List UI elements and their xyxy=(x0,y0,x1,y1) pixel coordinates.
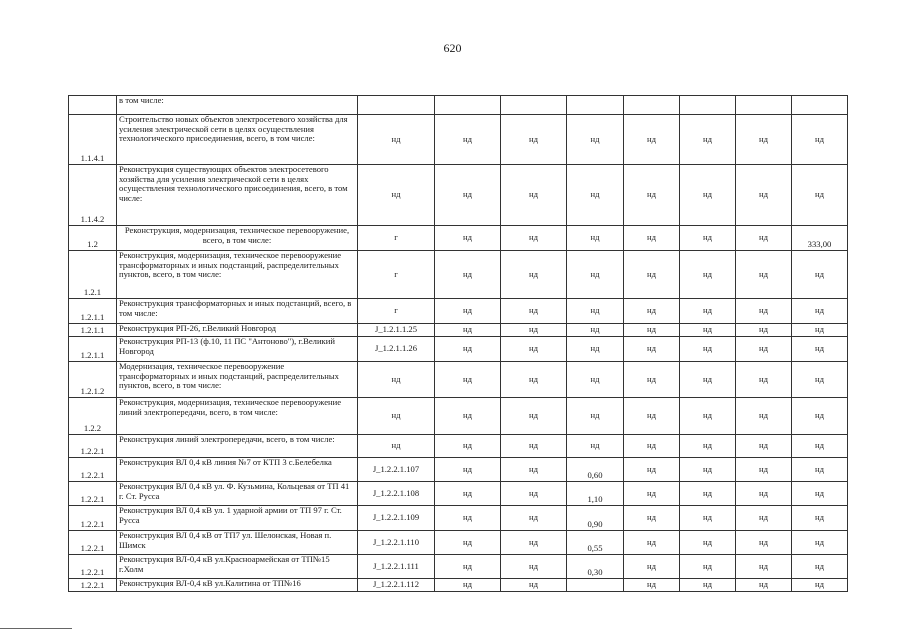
cell: нд xyxy=(792,458,848,482)
row-name: Реконструкция ВЛ 0,4 кВ от ТП7 ул. Шелонская, Новая п. Шимск xyxy=(117,531,358,555)
row-name: Реконструкция, модернизация, техническое перевооружение линий электропередачи, всего, в том числе: xyxy=(117,398,358,435)
row-name: Реконструкция РП-13 (ф.10, 11 ПС "Антоново"), г.Великий Новгород xyxy=(117,337,358,362)
cell: нд xyxy=(624,435,680,458)
row-code: 1.2.1 xyxy=(69,251,117,299)
cell: нд xyxy=(792,165,848,226)
table-row xyxy=(69,251,848,299)
cell: нд xyxy=(680,458,736,482)
cell: 0,30 xyxy=(567,555,624,579)
row-name: Реконструкция ВЛ 0,4 кВ линия №7 от КТП 3 с.Белебелка xyxy=(117,458,358,482)
row-name: Реконструкция ВЛ 0,4 кВ ул. Ф. Кузьмина, Кольцевая от ТП 41 г. Ст. Русса xyxy=(117,482,358,506)
cell: нд xyxy=(501,531,567,555)
cell: нд xyxy=(736,555,792,579)
cell: нд xyxy=(792,251,848,299)
cell: 0,60 xyxy=(567,458,624,482)
cell: нд xyxy=(435,435,501,458)
cell: нд xyxy=(501,579,567,592)
row-code: 1.1.4.2 xyxy=(69,165,117,226)
row-name: Реконструкция ВЛ-0,4 кВ ул.Красноармейская от ТП№15 г.Холм xyxy=(117,555,358,579)
cell: нд xyxy=(792,531,848,555)
cell: нд xyxy=(624,115,680,165)
cell: 0,90 xyxy=(567,506,624,531)
table-row xyxy=(69,506,848,531)
cell xyxy=(792,96,848,115)
cell: нд xyxy=(736,324,792,337)
cell: нд xyxy=(358,435,435,458)
row-name: в том числе: xyxy=(117,96,358,115)
cell: J_1.2.2.1.111 xyxy=(358,555,435,579)
cell: нд xyxy=(624,579,680,592)
cell: нд xyxy=(624,531,680,555)
cell: нд xyxy=(501,299,567,324)
cell xyxy=(567,579,624,592)
cell: нд xyxy=(567,226,624,251)
cell: нд xyxy=(792,299,848,324)
cell: нд xyxy=(435,299,501,324)
cell: нд xyxy=(736,299,792,324)
cell: нд xyxy=(435,398,501,435)
row-code: 1.2.2.1 xyxy=(69,579,117,592)
cell: нд xyxy=(792,555,848,579)
cell: нд xyxy=(736,398,792,435)
cell: нд xyxy=(680,226,736,251)
cell: нд xyxy=(567,324,624,337)
table-row xyxy=(69,482,848,506)
cell: нд xyxy=(680,337,736,362)
row-name: Реконструкция трансформаторных и иных подстанций, всего, в том числе: xyxy=(117,299,358,324)
cell: нд xyxy=(501,398,567,435)
cell: нд xyxy=(736,458,792,482)
cell: нд xyxy=(501,226,567,251)
cell: нд xyxy=(624,458,680,482)
row-code: 1.1.4.1 xyxy=(69,115,117,165)
cell: нд xyxy=(680,579,736,592)
cell: нд xyxy=(501,482,567,506)
cell xyxy=(736,96,792,115)
cell: нд xyxy=(501,362,567,398)
footer-rule xyxy=(0,628,72,629)
table-row xyxy=(69,115,848,165)
table-row xyxy=(69,165,848,226)
table-row xyxy=(69,299,848,324)
row-name: Реконструкция существующих объектов электросетевого хозяйства для усиления электрической сети в целях осуществления технологического присоединения, всего, в том числе: xyxy=(117,165,358,226)
cell: нд xyxy=(435,458,501,482)
cell: нд xyxy=(792,362,848,398)
table-row xyxy=(69,398,848,435)
cell: нд xyxy=(567,299,624,324)
cell: нд xyxy=(567,165,624,226)
table-row xyxy=(69,226,848,251)
cell: нд xyxy=(567,435,624,458)
row-name: Реконструкция РП-26, г.Великий Новгород xyxy=(117,324,358,337)
cell: 0,55 xyxy=(567,531,624,555)
cell xyxy=(624,96,680,115)
cell: 1,10 xyxy=(567,482,624,506)
cell: нд xyxy=(358,398,435,435)
row-code: 1.2.1.1 xyxy=(69,324,117,337)
cell: нд xyxy=(736,165,792,226)
cell: нд xyxy=(435,482,501,506)
cell: нд xyxy=(501,555,567,579)
cell: нд xyxy=(680,531,736,555)
row-name: Строительство новых объектов электросетевого хозяйства для усиления электрической сети в целях осуществления технологического присоединения, всего, в том числе: xyxy=(117,115,358,165)
cell: нд xyxy=(624,226,680,251)
cell: J_1.2.2.1.109 xyxy=(358,506,435,531)
cell: нд xyxy=(792,579,848,592)
cell: нд xyxy=(792,337,848,362)
cell: нд xyxy=(567,115,624,165)
table-row xyxy=(69,337,848,362)
cell: нд xyxy=(435,324,501,337)
cell: нд xyxy=(736,362,792,398)
row-name: Реконструкция линий электропередачи, всего, в том числе: xyxy=(117,435,358,458)
row-code: 1.2.1.1 xyxy=(69,337,117,362)
cell: нд xyxy=(680,165,736,226)
cell: нд xyxy=(736,435,792,458)
table-row xyxy=(69,555,848,579)
cell: нд xyxy=(501,435,567,458)
cell: нд xyxy=(435,251,501,299)
row-name: Модернизация, техническое перевооружение трансформаторных и иных подстанций, распределительных пунктов, всего, в том числе: xyxy=(117,362,358,398)
cell: нд xyxy=(680,435,736,458)
cell: нд xyxy=(358,115,435,165)
cell: нд xyxy=(501,251,567,299)
table-row xyxy=(69,96,848,115)
cell: нд xyxy=(680,555,736,579)
page-number: 620 xyxy=(443,41,462,55)
row-code: 1.2.2.1 xyxy=(69,531,117,555)
cell: нд xyxy=(501,324,567,337)
cell: нд xyxy=(792,324,848,337)
cell: нд xyxy=(501,165,567,226)
cell: нд xyxy=(435,362,501,398)
row-code: 1.2 xyxy=(69,226,117,251)
cell: нд xyxy=(736,579,792,592)
cell xyxy=(501,96,567,115)
cell: нд xyxy=(736,337,792,362)
cell xyxy=(567,96,624,115)
cell: J_1.2.2.1.107 xyxy=(358,458,435,482)
cell: J_1.2.2.1.110 xyxy=(358,531,435,555)
cell: нд xyxy=(501,458,567,482)
cell xyxy=(435,96,501,115)
cell: нд xyxy=(624,362,680,398)
row-code: 1.2.1.2 xyxy=(69,362,117,398)
cell: нд xyxy=(435,115,501,165)
cell: J_1.2.1.1.26 xyxy=(358,337,435,362)
row-code: 1.2.2.1 xyxy=(69,506,117,531)
cell: г xyxy=(358,226,435,251)
table-row xyxy=(69,531,848,555)
cell: J_1.2.2.1.108 xyxy=(358,482,435,506)
cell: нд xyxy=(624,337,680,362)
cell: нд xyxy=(736,226,792,251)
cell: нд xyxy=(358,362,435,398)
cell: нд xyxy=(624,324,680,337)
cell: нд xyxy=(501,337,567,362)
cell: нд xyxy=(624,482,680,506)
cell: нд xyxy=(680,324,736,337)
cell: нд xyxy=(435,506,501,531)
cell: нд xyxy=(624,555,680,579)
table-row xyxy=(69,324,848,337)
cell: нд xyxy=(680,362,736,398)
row-code: 1.2.2.1 xyxy=(69,458,117,482)
cell: нд xyxy=(680,299,736,324)
row-name: Реконструкция, модернизация, техническое перевооружение, всего, в том числе: xyxy=(117,226,358,251)
row-code xyxy=(69,96,117,115)
cell: нд xyxy=(624,165,680,226)
cell: нд xyxy=(567,398,624,435)
row-code: 1.2.2.1 xyxy=(69,555,117,579)
cell: нд xyxy=(736,115,792,165)
cell: г xyxy=(358,251,435,299)
row-code: 1.2.2.1 xyxy=(69,435,117,458)
cell: J_1.2.1.1.25 xyxy=(358,324,435,337)
cell: нд xyxy=(736,531,792,555)
row-code: 1.2.1.1 xyxy=(69,299,117,324)
cell: нд xyxy=(680,398,736,435)
cell: нд xyxy=(435,165,501,226)
cell: нд xyxy=(567,337,624,362)
cell: нд xyxy=(501,115,567,165)
cell: нд xyxy=(624,251,680,299)
cell: нд xyxy=(624,299,680,324)
table-row xyxy=(69,435,848,458)
cell xyxy=(680,96,736,115)
cell: г xyxy=(358,299,435,324)
cell: нд xyxy=(435,531,501,555)
data-table xyxy=(68,95,848,592)
cell: нд xyxy=(736,482,792,506)
cell: нд xyxy=(624,506,680,531)
cell: нд xyxy=(792,506,848,531)
cell: нд xyxy=(501,506,567,531)
cell xyxy=(358,96,435,115)
cell: нд xyxy=(435,226,501,251)
cell: нд xyxy=(792,435,848,458)
cell: нд xyxy=(624,398,680,435)
cell: нд xyxy=(567,362,624,398)
cell: нд xyxy=(680,482,736,506)
table-row xyxy=(69,458,848,482)
cell: нд xyxy=(736,251,792,299)
cell: нд xyxy=(435,555,501,579)
row-code: 1.2.2.1 xyxy=(69,482,117,506)
row-name: Реконструкция, модернизация, техническое перевооружение трансформаторных и иных подстанций, распределительных пунктов, всего, в том числе: xyxy=(117,251,358,299)
cell: нд xyxy=(680,115,736,165)
cell: нд xyxy=(736,506,792,531)
row-name: Реконструкция ВЛ-0,4 кВ ул.Калитина от ТП№16 xyxy=(117,579,358,592)
cell: нд xyxy=(435,337,501,362)
cell: нд xyxy=(435,579,501,592)
cell: J_1.2.2.1.112 xyxy=(358,579,435,592)
table-row xyxy=(69,579,848,592)
row-name: Реконструкция ВЛ 0,4 кВ ул. 1 ударной армии от ТП 97 г. Ст. Русса xyxy=(117,506,358,531)
cell: нд xyxy=(792,398,848,435)
cell: нд xyxy=(358,165,435,226)
table-row xyxy=(69,362,848,398)
cell: нд xyxy=(792,115,848,165)
cell: 333,00 xyxy=(792,226,848,251)
cell: нд xyxy=(792,482,848,506)
row-code: 1.2.2 xyxy=(69,398,117,435)
cell: нд xyxy=(680,251,736,299)
cell: нд xyxy=(680,506,736,531)
cell: нд xyxy=(567,251,624,299)
